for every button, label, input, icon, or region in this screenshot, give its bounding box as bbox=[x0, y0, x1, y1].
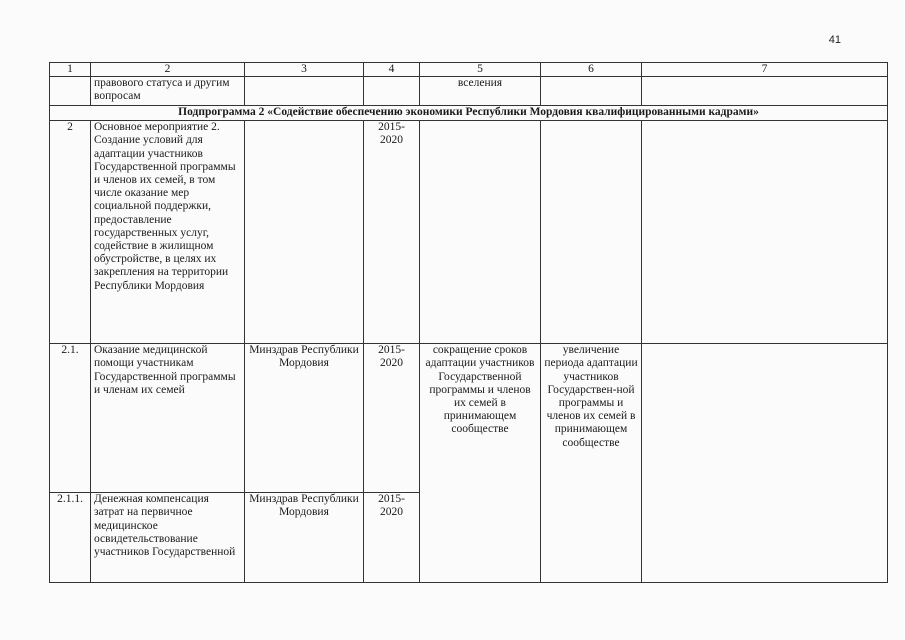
subprogram-title: Подпрограмма 2 «Содействие обеспечению экономики Республики Мордовия квалифицированными кадрами» bbox=[50, 106, 888, 121]
column-number: 5 bbox=[420, 63, 541, 77]
cell-empty bbox=[420, 121, 541, 344]
period: 2015-2020 bbox=[364, 344, 420, 493]
cell-empty bbox=[642, 344, 888, 493]
subprogram-row bbox=[50, 106, 888, 121]
period: 2015-2020 bbox=[364, 121, 420, 344]
activity-name: Основное мероприятие 2. Создание условий для адаптации участников Государственной программы и членов их семей, в том числе оказание мер социальной поддержки, предоставление государственных услуг, содействие в жилищном обустройстве, в целях их закрепления на территории Республики Мордовия bbox=[91, 121, 245, 344]
activity-name: Оказание медицинской помощи участникам Государственной программы и членам их семей bbox=[91, 344, 245, 493]
cell-empty bbox=[50, 77, 91, 106]
period: 2015-2020 bbox=[364, 493, 420, 583]
cell-empty bbox=[642, 121, 888, 344]
cell-empty bbox=[541, 121, 642, 344]
cell-empty bbox=[245, 77, 364, 106]
cell-empty bbox=[642, 493, 888, 583]
column-number-row bbox=[50, 63, 888, 77]
column-number: 3 bbox=[245, 63, 364, 77]
executor bbox=[245, 121, 364, 344]
column-number: 4 bbox=[364, 63, 420, 77]
row-number: 2 bbox=[50, 121, 91, 344]
cell-empty bbox=[420, 493, 541, 583]
expected-result: сокращение сроков адаптации участников Государственной программы и членов их семей в принимающем сообществе bbox=[420, 344, 541, 493]
cell-empty bbox=[642, 77, 888, 106]
cell-empty bbox=[541, 77, 642, 106]
table-row bbox=[50, 344, 888, 493]
continuation-result-cell: вселения bbox=[420, 77, 541, 106]
program-table bbox=[49, 62, 888, 583]
cell-empty bbox=[541, 493, 642, 583]
column-number: 2 bbox=[91, 63, 245, 77]
executor: Минздрав Республики Мордовия bbox=[245, 344, 364, 493]
row-number: 2.1.1. bbox=[50, 493, 91, 583]
column-number: 6 bbox=[541, 63, 642, 77]
table-row bbox=[50, 121, 888, 344]
cell-empty bbox=[364, 77, 420, 106]
table-row bbox=[50, 493, 888, 583]
executor: Минздрав Республики Мордовия bbox=[245, 493, 364, 583]
page-number: 41 bbox=[828, 34, 841, 46]
column-number: 7 bbox=[642, 63, 888, 77]
consequence: увеличение периода адаптации участников Государствен-ной программы и членов их семей в принимающем сообществе bbox=[541, 344, 642, 493]
continuation-row bbox=[50, 77, 888, 106]
activity-name: Денежная компенсация затрат на первичное медицинское освидетельствование участников Государственной bbox=[91, 493, 245, 583]
continuation-name-cell: правового статуса и другим вопросам bbox=[91, 77, 245, 106]
column-number: 1 bbox=[50, 63, 91, 77]
row-number: 2.1. bbox=[50, 344, 91, 493]
